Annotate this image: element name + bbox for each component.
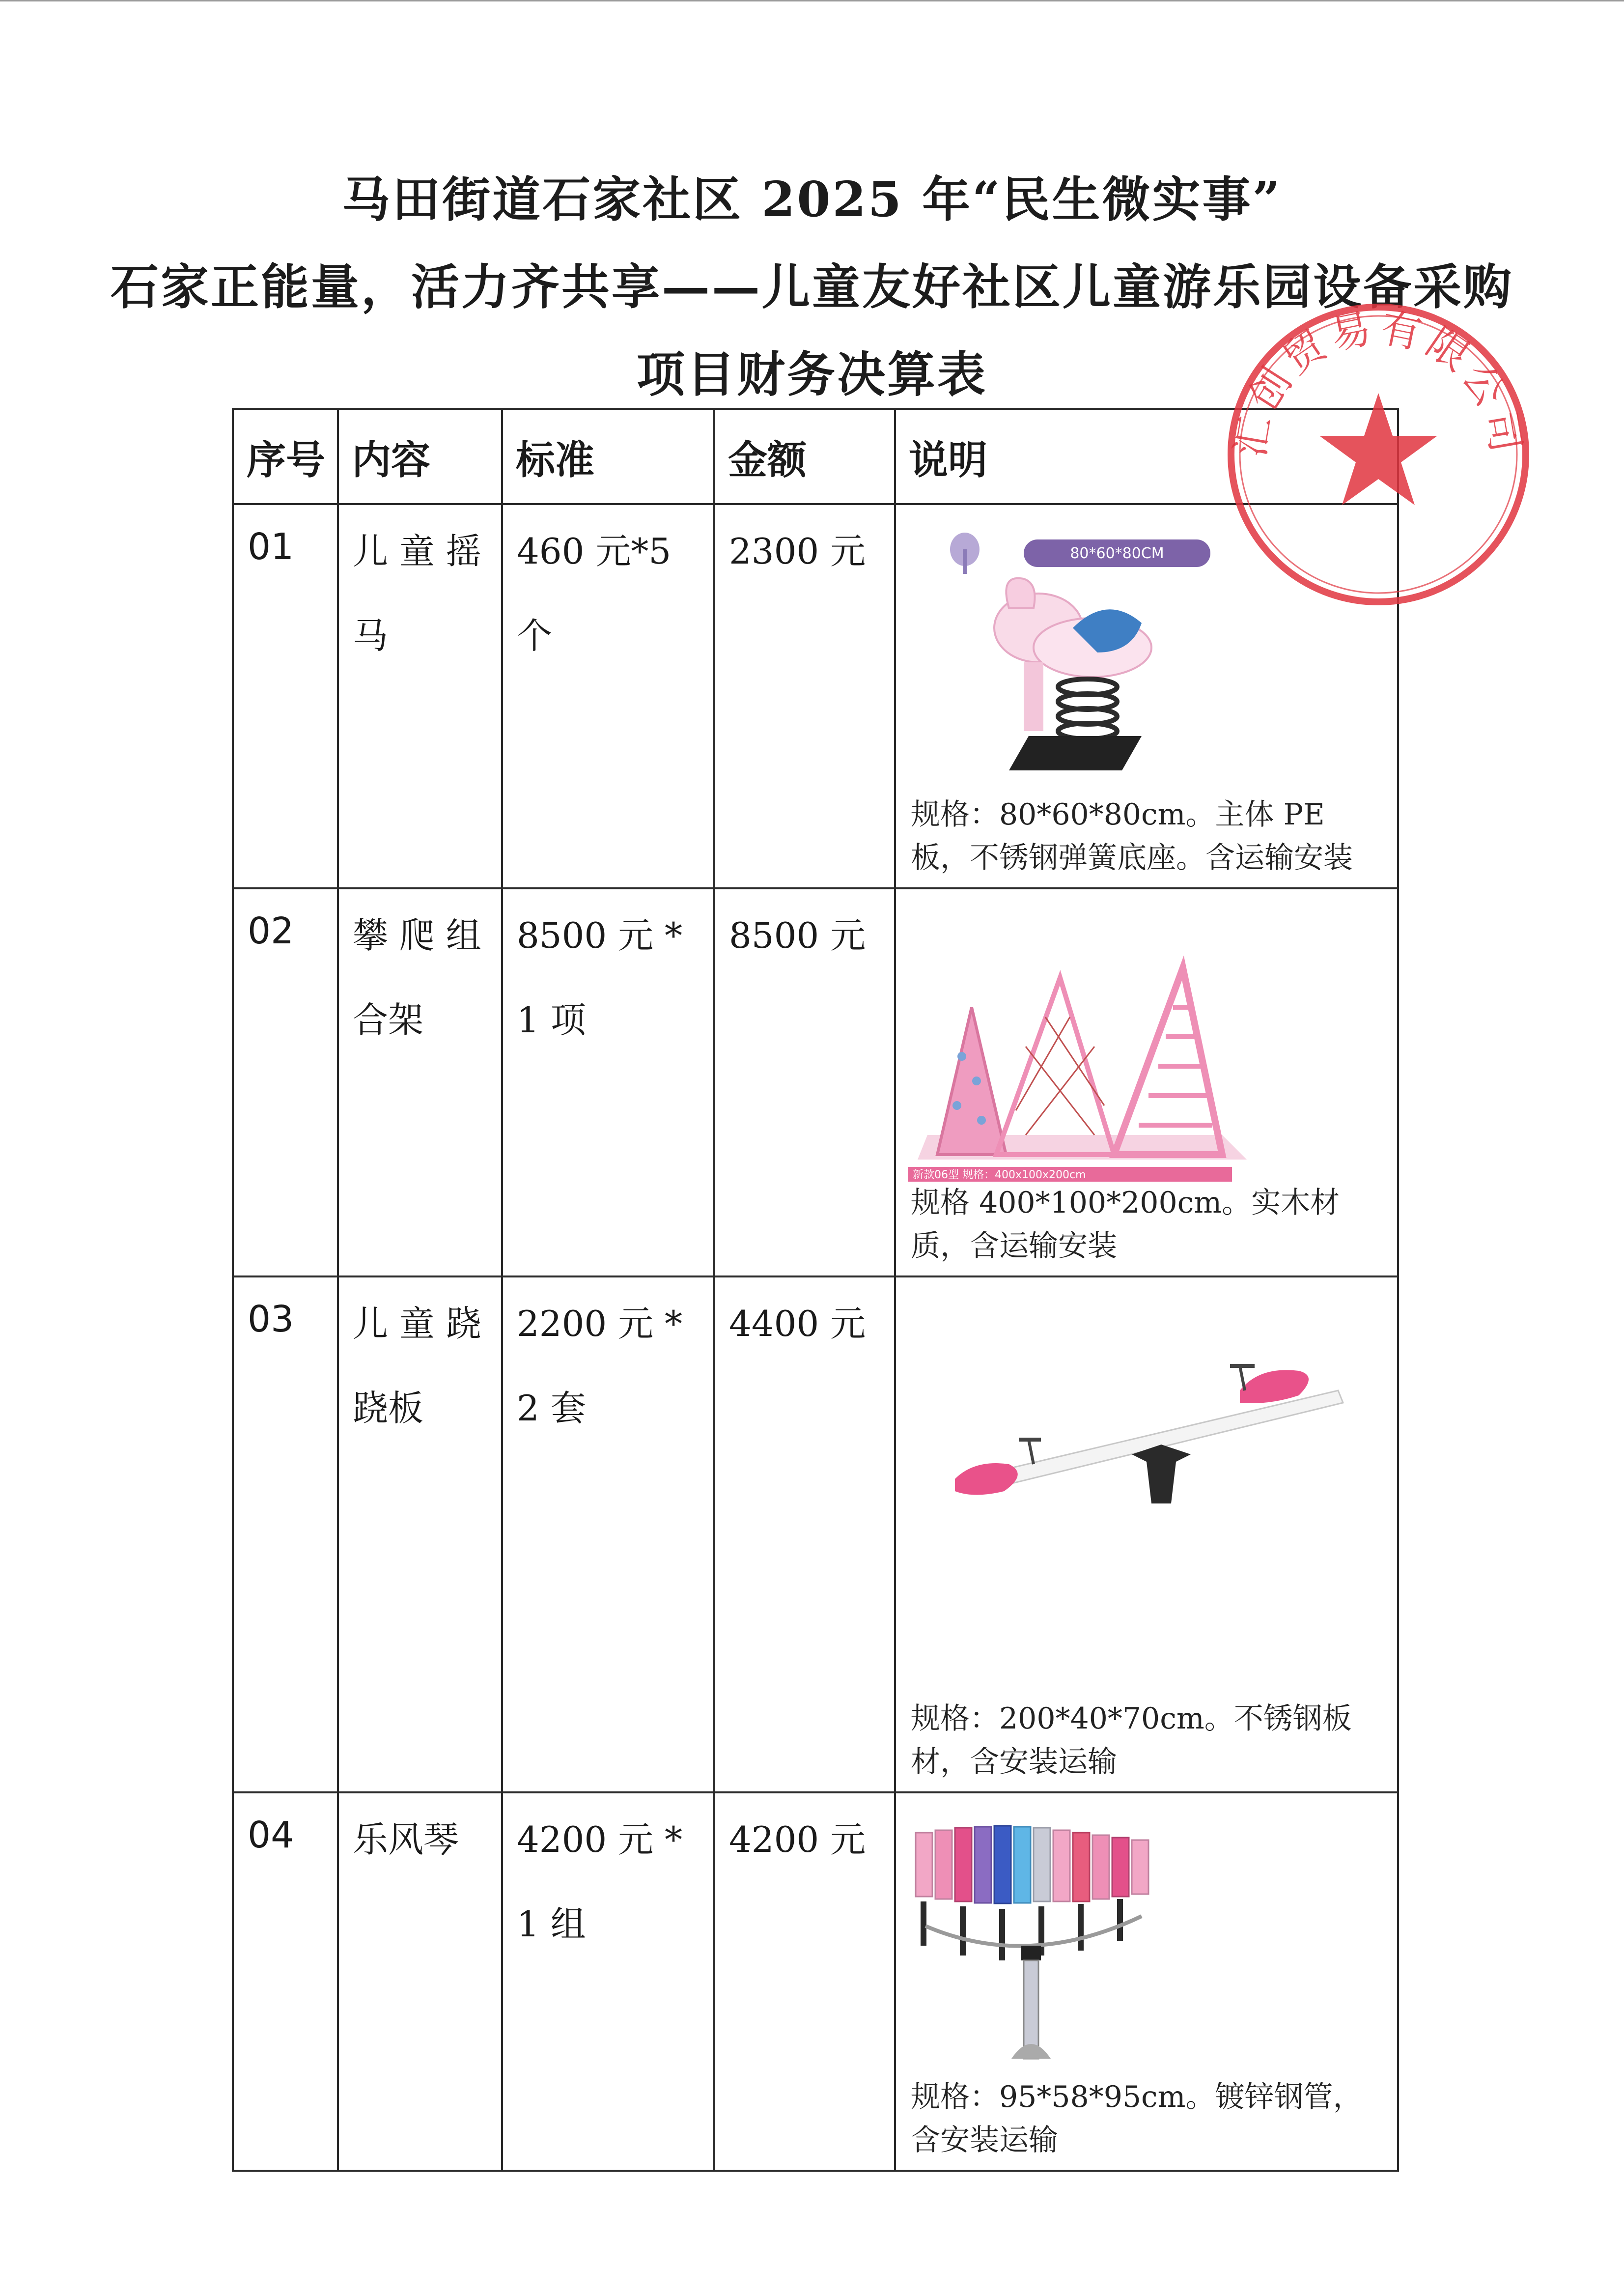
row-standard: 8500 元 *1 项: [502, 888, 714, 1276]
size-label: 80*60*80CM: [1070, 545, 1164, 562]
table-row: [233, 888, 1398, 1276]
row-item: 儿 童 摇 马: [338, 504, 502, 888]
row-item: 乐风琴: [338, 1792, 502, 2171]
row-standard: 460 元*5 个: [502, 504, 714, 888]
row-number: 01: [233, 504, 338, 888]
company-seal-stamp: [1221, 278, 1536, 622]
row-item: 儿 童 跷 跷板: [338, 1276, 502, 1792]
xylophone-photo: [906, 1813, 1210, 2069]
row-number: 02: [233, 888, 338, 1276]
row-amount: 8500 元: [714, 888, 895, 1276]
row-amount: 4200 元: [714, 1792, 895, 2171]
row-item: 攀 爬 组 合架: [338, 888, 502, 1276]
row-standard: 4200 元 *1 组: [502, 1792, 714, 2171]
climbing-frame-photo: [908, 948, 1252, 1184]
row-description-cell: [895, 1276, 1398, 1792]
size-label: 新款06型 规格：400x100x200cm: [913, 1169, 1086, 1181]
table-row: [233, 1792, 1398, 2171]
row-number: 04: [233, 1792, 338, 2171]
star-icon: [1319, 393, 1437, 505]
row-description: 规格 400*100*200cm。实木材质，含运输安装: [911, 1186, 1340, 1263]
header-amount: 金额: [714, 409, 895, 504]
row-description: 规格：80*60*80cm。主体 PE 板，不锈钢弹簧底座。含运输安装: [911, 797, 1353, 875]
header-no: 序号: [233, 409, 338, 504]
row-amount: 2300 元: [714, 504, 895, 888]
table-row: [233, 1276, 1398, 1792]
header-item: 内容: [338, 409, 502, 504]
settlement-table: [232, 408, 1399, 2172]
row-number: 03: [233, 1276, 338, 1792]
title-line-2: 石家正能量，活力齐共享——儿童友好社区儿童游乐园设备采购: [110, 259, 1513, 315]
page-top-rule: [0, 0, 1624, 1]
rocking-horse-photo: [911, 515, 1264, 780]
row-description-cell: [895, 1792, 1398, 2171]
row-amount: 4400 元: [714, 1276, 895, 1792]
header-standard: 标准: [502, 409, 714, 504]
seal-text: 汇创贸易有限公司: [1227, 304, 1530, 461]
row-description-cell: [895, 888, 1398, 1276]
row-description: 规格：200*40*70cm。不锈钢板材，含安装运输: [911, 1701, 1352, 1779]
row-standard: 2200 元 *2 套: [502, 1276, 714, 1792]
seesaw-photo: [945, 1356, 1368, 1533]
title-line-3: 项目财务决算表: [636, 346, 987, 403]
header-description: 说明: [895, 409, 1398, 504]
title-line-1: 马田街道石家社区 2025 年“民生微实事”: [342, 171, 1282, 228]
row-description: 规格：95*58*95cm。镀锌钢管，含安装运输: [911, 2080, 1363, 2157]
